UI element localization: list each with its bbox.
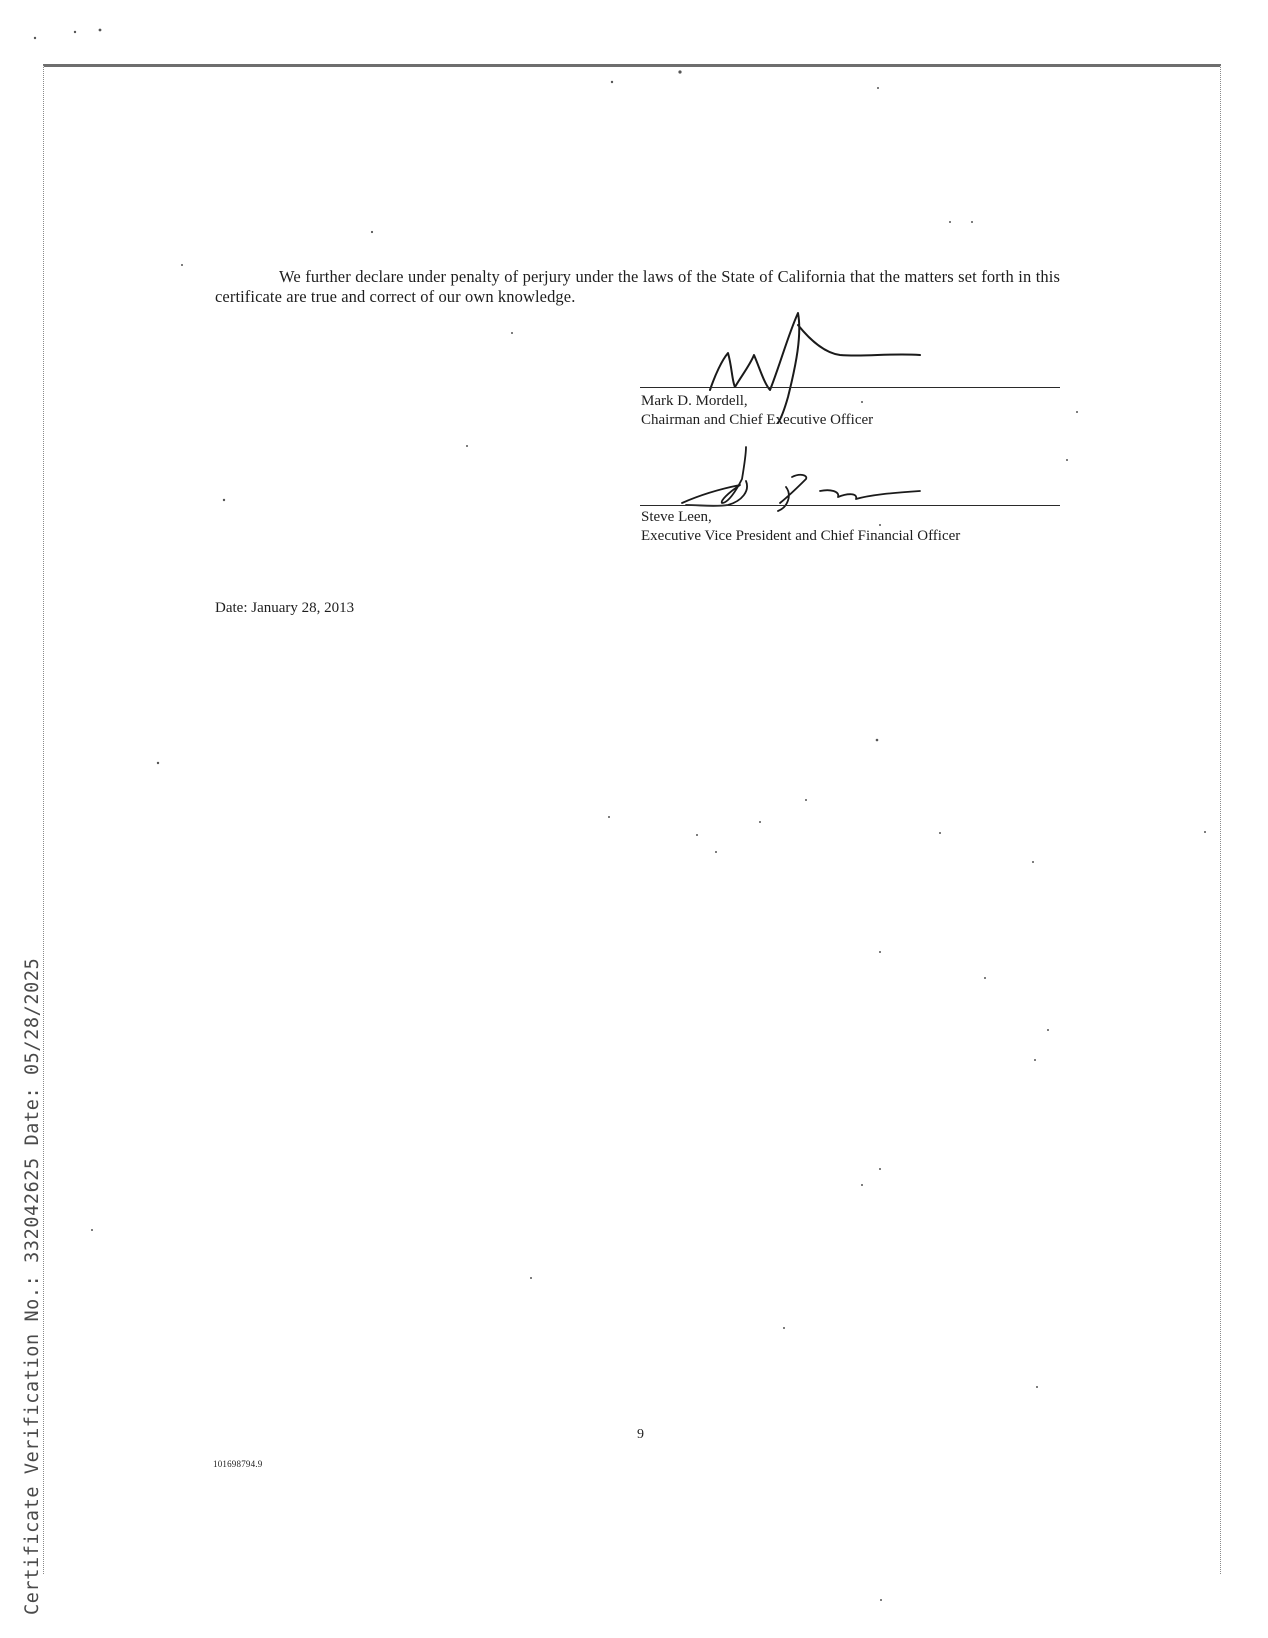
signature-line-2	[640, 505, 1060, 506]
signature-line-1	[640, 387, 1060, 388]
signer-name: Steve Leen,	[641, 509, 712, 525]
signer-title: Executive Vice President and Chief Financial Officer	[641, 528, 961, 544]
document-id: 101698794.9	[213, 1459, 263, 1469]
signer-name: Mark D. Mordell,	[641, 393, 748, 409]
signer-block-mordell	[641, 392, 873, 430]
page-number: 9	[637, 1427, 644, 1442]
date-line: Date: January 28, 2013	[215, 600, 355, 616]
certificate-verification-stamp: Certificate Verification No.: 332042625 Date: 05/28/2025	[22, 957, 43, 1615]
signer-title: Chairman and Chief Executive Officer	[641, 412, 874, 428]
signer-block-leen	[641, 508, 1011, 546]
declaration-paragraph: We further declare under penalty of perjury under the laws of the State of California that the matters set forth in this certificate are true and correct of our own knowledge.	[215, 266, 1060, 306]
